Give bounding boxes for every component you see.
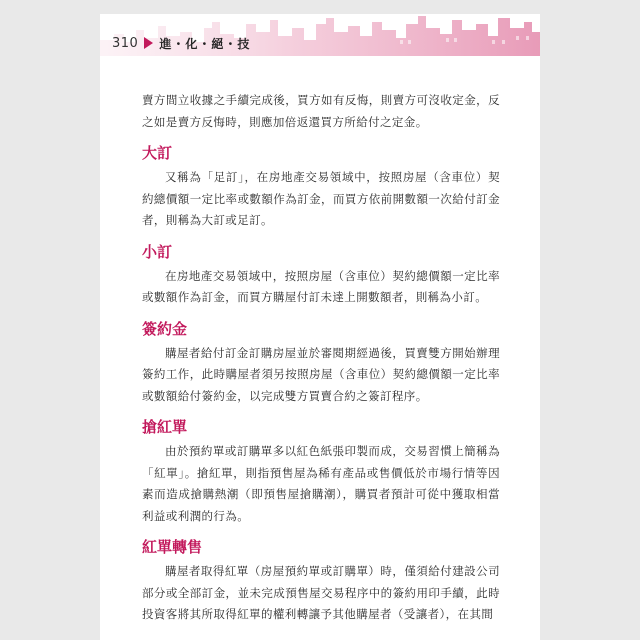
- section-red-slip-rush: [142, 416, 500, 527]
- page-number: 310: [112, 35, 139, 51]
- intro-paragraph: 賣方間立收據之手續完成後，買方如有反悔，則賣方可沒收定金，反之如是賣方反悔時，則應加倍返還買方所給付之定金。: [142, 93, 500, 129]
- section-heading: 小訂: [142, 242, 173, 261]
- section-da-ding: [142, 142, 500, 232]
- section-paragraph: 購屋者取得紅單（房屋預約單或訂購單）時，僅須給付建設公司部分或全部訂金，並未完成預售屋交易程序中的簽約用印手續，此時投資客將其所取得紅單的權利轉讓予其他購屋者（受讓者），在其間: [142, 564, 500, 621]
- section-paragraph: 又稱為「足訂」，在房地產交易領域中，按照房屋（含車位）契約總價額一定比率或數額作為訂金，而買方依前開數額一次給付訂金者，則稱為大訂或足訂。: [142, 170, 500, 227]
- section-signing-deposit: [142, 318, 500, 408]
- section-red-slip-resale: [142, 536, 500, 626]
- section-heading: 搶紅單: [142, 418, 188, 436]
- section-xiao-ding: [142, 241, 500, 309]
- section-paragraph: 購屋者給付訂金訂購房屋並於審閱期經過後，買賣雙方開始辦理簽約工作，此時購屋者須另按照房屋（含車位）契約總價額一定比率或數額給付簽約金，以完成雙方買賣合約之簽訂程序。: [142, 345, 500, 403]
- section-heading: 大訂: [142, 144, 173, 162]
- page-body: [142, 90, 500, 626]
- header-label: [112, 34, 250, 52]
- book-page: [100, 14, 540, 640]
- triangle-marker-icon: [144, 37, 153, 49]
- section-heading: 簽約金: [142, 319, 188, 338]
- section-heading: 紅單轉售: [142, 538, 203, 556]
- page-header: [100, 14, 540, 56]
- section-paragraph: 在房地產交易領域中，按照房屋（含車位）契約總價額一定比率或數額作為訂金，而買方購屋付訂未達上開數額者，則稱為小訂。: [142, 268, 500, 304]
- running-title: 進・化・絕・技: [159, 36, 251, 51]
- section-paragraph: 由於預約單或訂購單多以紅色紙張印製而成，交易習慣上簡稱為「紅單」。搶紅單，則指預售屋為稀有產品或售價低於市場行情等因素而造成搶購熱潮（即預售屋搶購潮），購買者預計可從中獲取相當利益或利潤的行為。: [142, 444, 500, 523]
